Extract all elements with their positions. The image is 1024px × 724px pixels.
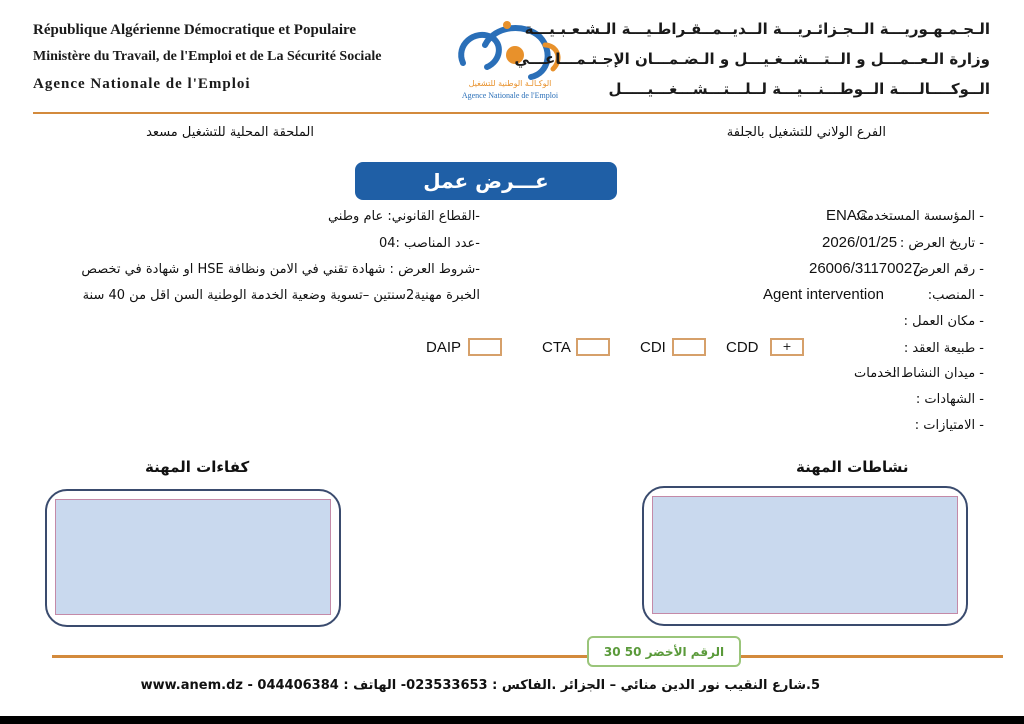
date-label: - تاريخ العرض : <box>899 236 984 251</box>
activities-title: نشاطات المهنة <box>796 458 909 476</box>
position-value: Agent intervention <box>763 286 884 303</box>
conditions-field: -شروط العرض : شهادة تقني في الامن ونظافة HSE او شهادة في تخصص <box>81 262 480 277</box>
footer-divider-right <box>737 655 1003 658</box>
header-fr-line1: République Algérienne Démocratique et Populaire <box>33 22 357 38</box>
contract-label: - طبيعة العقد : <box>903 341 984 356</box>
header-fr-line3: Agence Nationale de l'Emploi <box>33 76 251 92</box>
branch-right: الفرع الولاني للتشغيل بالجلفة <box>726 125 886 140</box>
positions-count-field: -عدد المناصب :04 <box>378 236 480 251</box>
position-label: - المنصب: <box>927 288 984 303</box>
workplace-label: - مكان العمل : <box>903 314 984 329</box>
footer-divider-left <box>52 655 587 658</box>
green-number: الرقم الأخضر 50 30 <box>587 636 741 667</box>
number-label: - رقم العرض <box>913 262 984 277</box>
logo-fr-text: Agence Nationale de l'Emploi <box>461 91 559 100</box>
bottom-bar <box>0 716 1024 724</box>
activity-label: - ميدان النشاط : <box>892 366 984 381</box>
cta-checkbox[interactable] <box>576 338 610 356</box>
logo-ar-text: الوكـالـة الوطنية للتشغيل <box>468 79 552 88</box>
employer-value: ENAC <box>826 207 868 224</box>
branch-left: الملحقة المحلية للتشغيل مسعد <box>146 125 314 140</box>
cta-label: CTA <box>542 339 571 356</box>
activities-panel-content <box>652 496 958 614</box>
header-fr-line2: Ministère du Travail, de l'Emploi et de La Sécurité Sociale <box>33 49 382 64</box>
cdi-checkbox[interactable] <box>672 338 706 356</box>
header-ar-line3: الــوكــــالــــة الــوطـــنـــيـــة لــلـــتـــشـــغـــيـــــل <box>608 80 990 98</box>
page-title: عـــرض عمل <box>355 162 617 200</box>
header-ar-line1: الـجـمـهـوريـــة الــجـزائـريـــة الــديــمــقـراطـيـــة الـشـعـبـيـــة <box>524 20 990 38</box>
header-divider <box>33 112 989 114</box>
skills-panel <box>45 489 341 627</box>
footer-contact: 5.شارع النقيب نور الدين منائي – الجزائر .الفاكس : 023533653- الهاتف : 044406384 - www.anem.dz <box>140 678 820 693</box>
daip-checkbox[interactable] <box>468 338 502 356</box>
cdi-label: CDI <box>640 339 666 356</box>
activity-value: الخدمات <box>854 366 900 381</box>
number-value: 26006/31170027 <box>809 260 921 277</box>
skills-panel-content <box>55 499 331 615</box>
diplomas-label: - الشهادات : <box>915 392 984 407</box>
cdd-checkbox[interactable] <box>770 338 804 356</box>
skills-title: كفاءات المهنة <box>145 458 250 476</box>
employer-label: - المؤسسة المستخدمة: <box>855 209 984 224</box>
privileges-label: - الامتيازات : <box>914 418 984 433</box>
experience-field: الخبرة مهنية2سنتين –تسوية وضعية الخدمة الوطنية السن اقل من 40 سنة <box>82 288 480 303</box>
activities-panel <box>642 486 968 626</box>
daip-label: DAIP <box>426 339 462 356</box>
header-ar-line2: وزارة الـعــمـــل و الــتـــشــغـيـــل و الـضـمـــان الإجـتـمـــاعـــي <box>514 50 990 68</box>
cdd-checkbox-mark: + <box>782 340 792 353</box>
sector-field: -القطاع القانوني: عام وطني <box>327 209 480 224</box>
cdd-label: CDD <box>726 339 759 356</box>
date-value: 2026/01/25 <box>822 234 898 251</box>
